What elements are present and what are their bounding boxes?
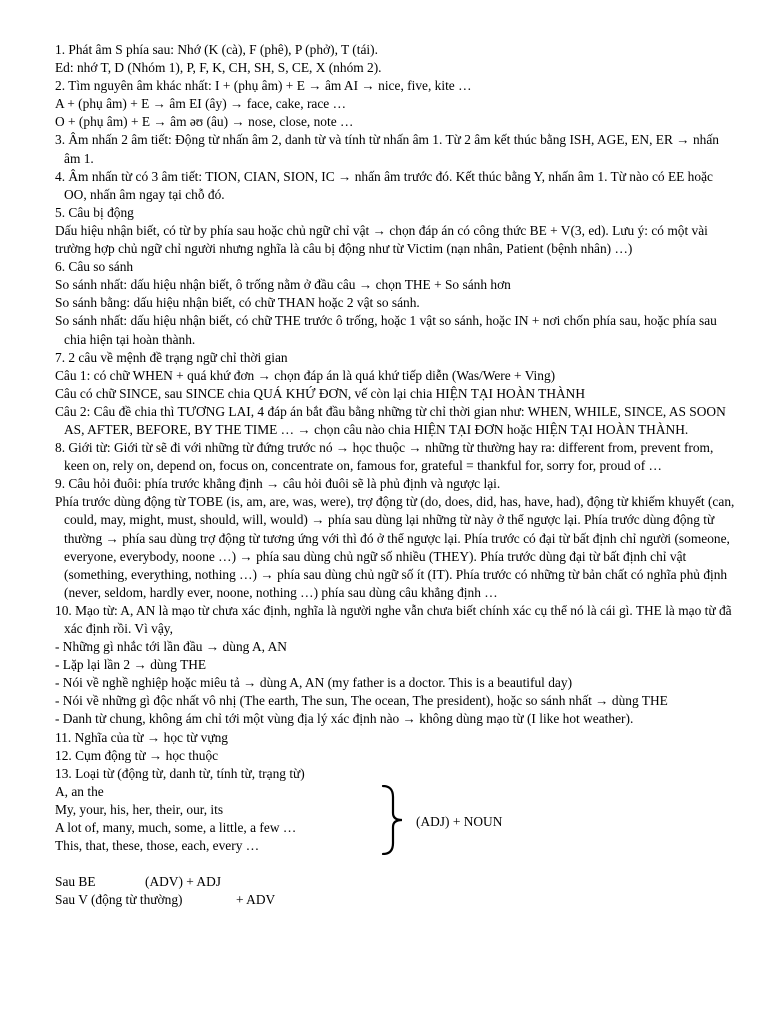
text-line: - Danh từ chung, không ám chỉ tới một vùng địa lý xác định nào → không dùng mạo từ (I like hot weather). — [55, 711, 634, 727]
determiner-item: This, that, these, those, each, every … — [55, 838, 260, 854]
text-line: 9. Câu hỏi đuôi: phía trước khẳng định → câu hỏi đuôi sẽ là phủ định và ngược lại. — [55, 476, 501, 492]
text-line: 13. Loại từ (động từ, danh từ, tính từ, trạng từ) — [55, 765, 305, 781]
text-line: - Nói về nghề nghiệp hoặc miêu tả → dùng A, AN (my father is a doctor. This is a beautiful day) — [55, 675, 573, 691]
determiner-group — [55, 783, 735, 855]
rule-left: Sau BE — [55, 873, 96, 889]
text-line: 5. Câu bị động — [55, 204, 134, 220]
text-line: Ed: nhớ T, D (Nhóm 1), P, F, K, CH, SH, S, CE, X (nhóm 2). — [55, 60, 382, 76]
text-line: - Lặp lại lần 2 → dùng THE — [55, 657, 207, 673]
text-line: 10. Mạo từ: A, AN là mạo từ chưa xác định, nghĩa là người nghe vẫn chưa biết chính xác cụ thể nó là cái gì. THE là mạo từ đã xác định rồi. Vì vậy, — [55, 602, 732, 636]
text-line: Phía trước dùng động từ TOBE (is, am, are, was, were), trợ động từ (do, does, did, has, have, had), động từ khiếm khuyết (can, could, may, might, must, should, will, would) → phía sau dùng lại những từ này ở thể ngược lại. Phía trước dùng động từ thường → phía sau dùng trợ động từ tương ứng với thì đó ở thể ngược lại. Phía trước có đại từ bất định chỉ người (someone, everyone, everybody, noone …) → phía sau dùng chủ ngữ số nhiều (THEY). Phía trước dùng đại từ bất định chỉ vật (something, everything, nothing …) → phía sau dùng chủ ngữ số ít (IT). Phía trước có những từ bản chất có nghĩa phủ định (never, seldom, hardly ever, noone, nothing …) phía sau dùng câu khẳng định … — [55, 494, 735, 600]
text-line: 12. Cụm động từ → học thuộc — [55, 747, 219, 763]
right-brace-icon — [381, 785, 405, 855]
determiner-item: A, an the — [55, 783, 104, 799]
text-line: 2. Tìm nguyên âm khác nhất: I + (phụ âm) + E → âm AI → nice, five, kite … — [55, 78, 472, 94]
text-line: 8. Giới từ: Giới từ sẽ đi với những từ đứng trước nó → học thuộc → những từ thường hay ra: different from, prevent from, keen on, rely on, depend on, focus on, concentrate on, famous for, grateful = thankful for, sorry for, proud of … — [55, 440, 714, 474]
determiner-list — [55, 783, 345, 855]
text-line: Câu 1: có chữ WHEN + quá khứ đơn → chọn đáp án là quá khứ tiếp diễn (Was/Were + Ving) — [55, 367, 556, 383]
rule-left: Sau V (động từ thường) — [55, 891, 183, 907]
text-line: 4. Âm nhấn từ có 3 âm tiết: TION, CIAN, SION, IC → nhấn âm trước đó. Kết thúc bằng Y, nhấn âm 1. Từ nào có EE hoặc OO, nhấn âm ngay tại chỗ đó. — [55, 168, 713, 202]
rule-right: (ADV) + ADJ — [145, 873, 221, 889]
text-line: Câu có chữ SINCE, sau SINCE chia QUÁ KHỨ ĐƠN, vế còn lại chia HIỆN TẠI HOÀN THÀNH — [55, 385, 585, 401]
determiner-result: (ADJ) + NOUN — [416, 813, 503, 829]
determiner-item: My, your, his, her, their, our, its — [55, 801, 224, 817]
text-line: So sánh bằng: dấu hiệu nhận biết, có chữ THAN hoặc 2 vật so sánh. — [55, 295, 420, 311]
text-line: 3. Âm nhấn 2 âm tiết: Động từ nhấn âm 2, danh từ và tính từ nhấn âm 1. Từ 2 âm kết thúc bằng ISH, AGE, EN, ER → nhấn âm 1. — [55, 132, 719, 166]
text-line: 7. 2 câu về mệnh đề trạng ngữ chỉ thời gian — [55, 349, 288, 365]
determiner-item: A lot of, many, much, some, a little, a few … — [55, 820, 297, 836]
text-line: Dấu hiệu nhận biết, có từ by phía sau hoặc chủ ngữ chỉ vật → chọn đáp án có công thức BE + V(3, ed). Lưu ý: có một vài trường hợp chủ ngữ chỉ người nhưng nghĩa là câu bị động như từ Victim (nạn nhân, Patient (bệnh nhân) …) — [55, 222, 708, 257]
spacer — [55, 855, 735, 873]
rule-row — [55, 891, 735, 909]
text-line: Câu 2: Câu đề chia thì TƯƠNG LAI, 4 đáp án bắt đầu bằng những từ chỉ thời gian như: WHEN, WHILE, SINCE, AS SOON AS, AFTER, BEFORE, BY THE TIME … → chọn câu nào chia HIỆN TẠI ĐƠN hoặc HIỆN TẠI HOÀN THÀNH. — [55, 403, 726, 437]
text-line: A + (phụ âm) + E → âm EI (ây) → face, cake, race … — [55, 96, 346, 112]
text-line: O + (phụ âm) + E → âm əʊ (âu) → nose, close, note … — [55, 114, 354, 130]
text-line: So sánh nhất: dấu hiệu nhận biết, có chữ THE trước ô trống, hoặc 1 vật so sánh, hoặc IN + nơi chốn phía sau, hoặc phía sau chia hiện tại hoàn thành. — [55, 313, 717, 347]
text-line: 11. Nghĩa của từ → học từ vựng — [55, 729, 229, 745]
text-line: - Nói về những gì độc nhất vô nhị (The earth, The sun, The ocean, The president), hoặc so sánh nhất → dùng THE — [55, 693, 668, 709]
text-line: 1. Phát âm S phía sau: Nhớ (K (cà), F (phê), P (phở), T (tái). — [55, 42, 378, 57]
text-line: - Những gì nhắc tới lần đầu → dùng A, AN — [55, 639, 287, 655]
document-body — [55, 41, 735, 909]
rule-right: + ADV — [236, 891, 276, 907]
text-line: 6. Câu so sánh — [55, 259, 134, 275]
text-line: So sánh nhất: dấu hiệu nhận biết, ô trống nằm ở đầu câu → chọn THE + So sánh hơn — [55, 277, 511, 293]
rule-row — [55, 873, 735, 891]
